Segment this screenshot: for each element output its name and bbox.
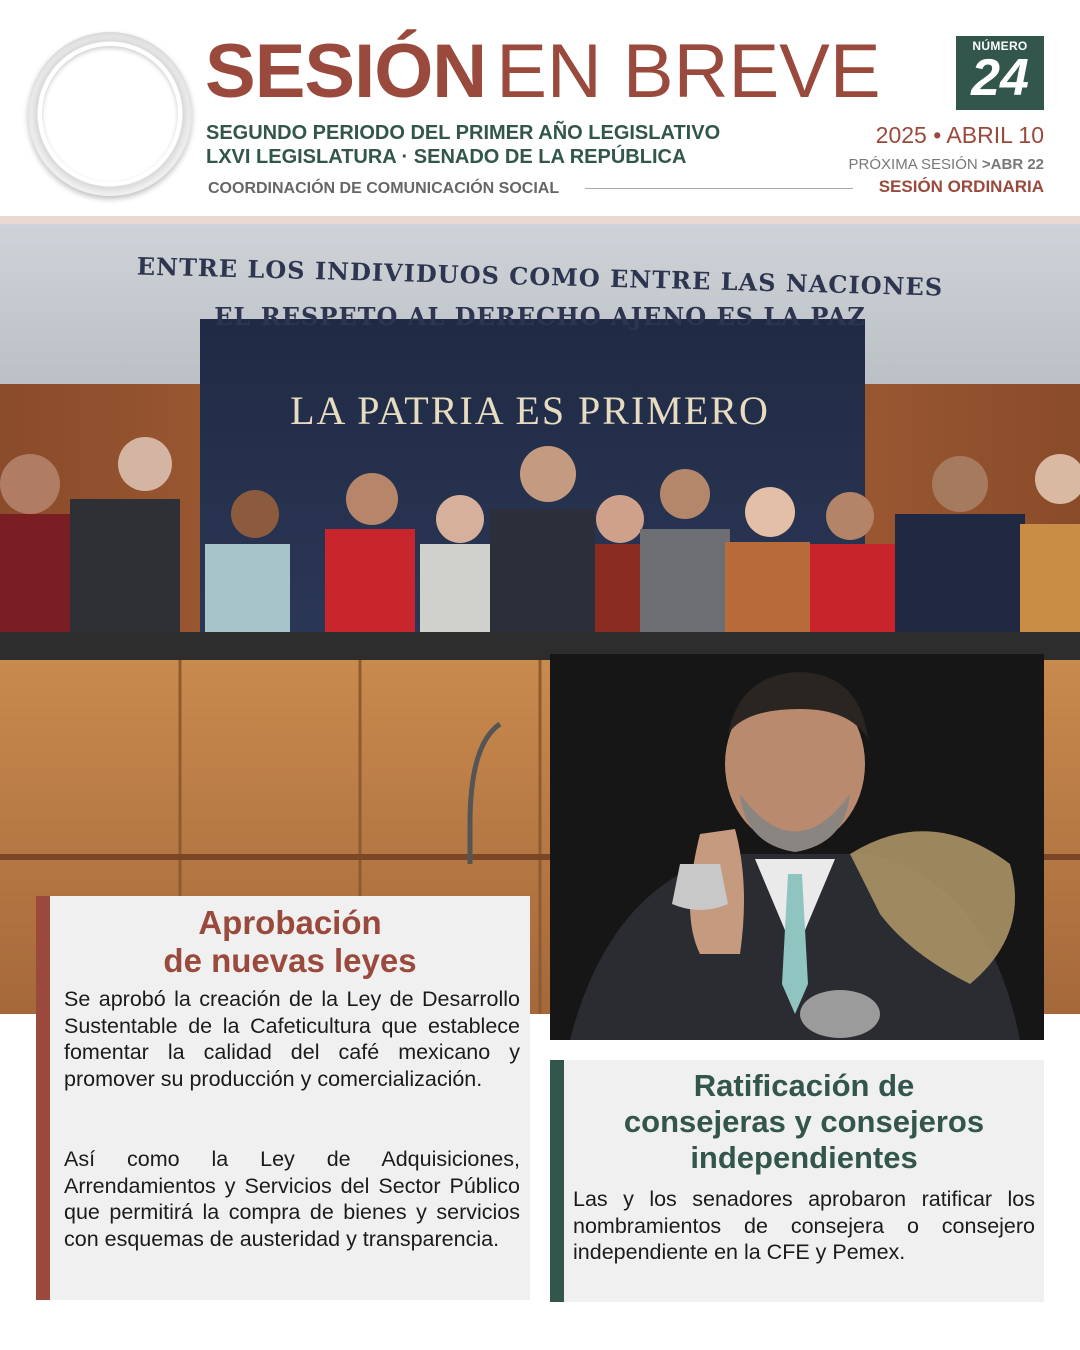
wall-inscription-line1: ENTRE LOS INDIVIDUOS COMO ENTRE LAS NACIONES bbox=[136, 251, 944, 302]
subtitle-period: SEGUNDO PERIODO DEL PRIMER AÑO LEGISLATIVO bbox=[206, 122, 721, 144]
next-session-date: >ABR 22 bbox=[981, 156, 1044, 173]
coordination-label: COORDINACIÓN DE COMUNICACIÓN SOCIAL bbox=[208, 180, 560, 197]
card-ratification-title-line2: consejeras y consejeros bbox=[623, 1104, 985, 1139]
wall-inscription-line2: EL RESPETO AL DERECHO AJENO ES LA PAZ bbox=[214, 302, 866, 331]
chamber-motto: LA PATRIA ES PRIMERO bbox=[290, 388, 770, 433]
senator-illustration bbox=[550, 654, 1044, 1040]
glass bbox=[800, 990, 880, 1038]
header-band bbox=[0, 216, 1080, 224]
bell bbox=[672, 864, 728, 910]
header-divider bbox=[585, 188, 853, 189]
session-date: 2025 • ABRIL 10 bbox=[875, 122, 1044, 148]
senator-bell-photo bbox=[550, 654, 1044, 1040]
card-new-laws bbox=[36, 896, 530, 1300]
card-new-laws-title-line1: Aprobación bbox=[198, 904, 382, 941]
title-light: EN BREVE bbox=[496, 29, 881, 114]
card-ratification-title bbox=[564, 1068, 1044, 1176]
session-type: SESIÓN ORDINARIA bbox=[878, 177, 1044, 196]
card-ratification-paragraph: Las y los senadores aprobaron ratificar los nombramientos de consejera o consejero independiente en la CFE y Pemex. bbox=[573, 1187, 1035, 1264]
subtitle-legislature: LXVI LEGISLATURA · SENADO DE LA REPÚBLICA bbox=[206, 146, 687, 168]
card-ratification-title-line3: independientes bbox=[690, 1140, 918, 1175]
header bbox=[0, 0, 1080, 218]
card-ratification bbox=[550, 1060, 1044, 1302]
card-new-laws-title bbox=[50, 904, 530, 980]
title-bold: SESIÓN bbox=[205, 29, 487, 114]
card-new-laws-paragraph2: Así como la Ley de Adquisiciones, Arrendamientos y Servicios del Sector Público que permitirá la compra de bienes y servicios con esquemas de austeridad y transparencia. bbox=[64, 1147, 520, 1251]
publication-title bbox=[205, 29, 881, 114]
card-ratification-title-line1: Ratificación de bbox=[693, 1068, 915, 1103]
issue-number-label: NÚMERO bbox=[972, 39, 1028, 53]
next-session-label: PRÓXIMA SESIÓN bbox=[848, 156, 978, 173]
card-new-laws-title-line2: de nuevas leyes bbox=[163, 942, 417, 979]
senate-logo-ring bbox=[28, 32, 192, 196]
next-session bbox=[849, 156, 1044, 173]
issue-number-badge bbox=[956, 36, 1044, 110]
card-new-laws-paragraph1: Se aprobó la creación de la Ley de Desarrollo Sustentable de la Cafeticultura que establece fomentar la calidad del café mexicano y promover su producción y comercialización. bbox=[64, 987, 520, 1091]
issue-number-value: 24 bbox=[971, 49, 1029, 107]
